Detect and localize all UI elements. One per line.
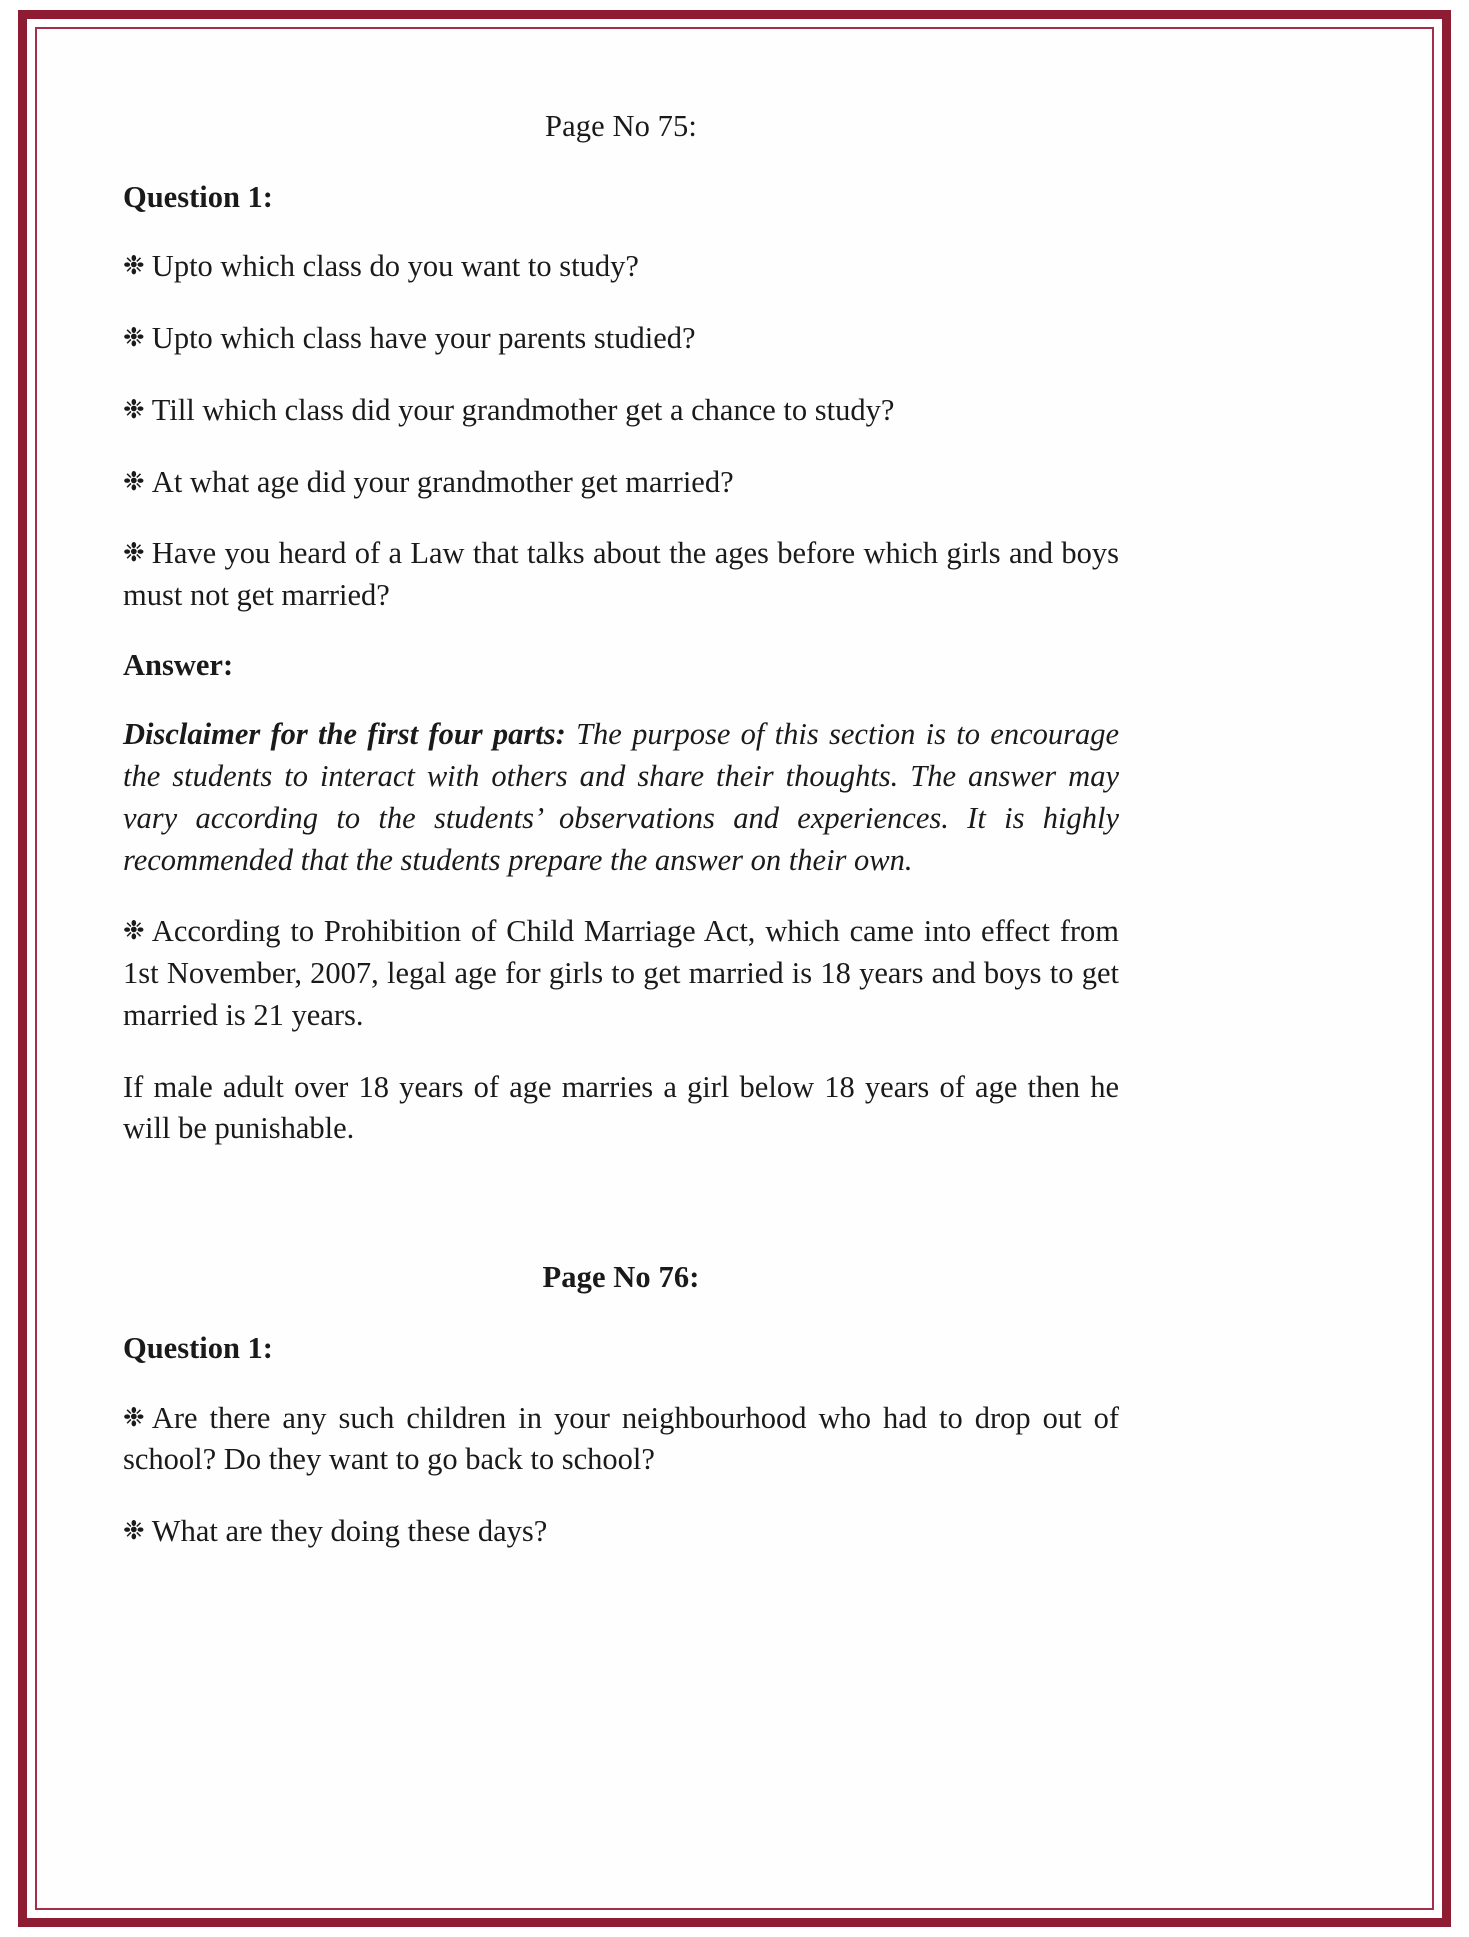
question-text: Upto which class do you want to study? (151, 249, 639, 284)
page-border-frame (18, 10, 1451, 1927)
section-page-76 (123, 1258, 1119, 1553)
section-page-75 (123, 107, 1119, 1150)
question-text: Are there any such children in your neighbourhood who had to drop out of school? Do they want to go back to school? (123, 1400, 1119, 1477)
snowflake-bullet-icon: ❉ (123, 1516, 145, 1547)
snowflake-bullet-icon: ❉ (123, 466, 145, 497)
snowflake-bullet-icon: ❉ (123, 323, 145, 354)
disclaimer-paragraph (123, 714, 1119, 881)
question-item (123, 246, 1119, 288)
question-item (123, 533, 1119, 617)
disclaimer-body: The purpose of this section is to encourage the students to interact with others and share their thoughts. The answer may vary according to the students’ observations and experiences. It is highly recommended that the students prepare the answer on their own. (123, 717, 1120, 877)
section-spacer (123, 1180, 1119, 1258)
document-content (123, 107, 1119, 1583)
question-text: What are they doing these days? (151, 1514, 548, 1549)
snowflake-bullet-icon: ❉ (123, 251, 145, 282)
question-label-76: Question 1: (123, 1331, 273, 1366)
question-text: At what age did your grandmother get married? (151, 464, 734, 499)
snowflake-bullet-icon: ❉ (123, 916, 145, 947)
question-text: Have you heard of a Law that talks about the ages before which girls and boys must not get married? (123, 536, 1119, 613)
snowflake-bullet-icon: ❉ (123, 1402, 145, 1433)
disclaimer-lead-in: Disclaimer for the first four parts: (123, 717, 566, 752)
answer-text: According to Prohibition of Child Marriage Act, which came into effect from 1st November, 2007, legal age for girls to get married is 18 years and boys to get married is 21 years. (123, 914, 1119, 1032)
answer-label-75: Answer: (123, 648, 234, 683)
answer-paragraph (123, 911, 1119, 1036)
question-label-75: Question 1: (123, 180, 273, 215)
answer-paragraph (123, 1067, 1119, 1151)
question-item (123, 462, 1119, 504)
question-text: Till which class did your grandmother get a chance to study? (151, 392, 895, 427)
question-item (123, 390, 1119, 432)
snowflake-bullet-icon: ❉ (123, 394, 145, 425)
page-heading-76: Page No 76: (542, 1260, 700, 1295)
question-text: Upto which class have your parents studied? (151, 321, 696, 356)
snowflake-bullet-icon: ❉ (123, 538, 145, 569)
page-heading-75: Page No 75: (545, 109, 697, 143)
question-item (123, 318, 1119, 360)
question-item (123, 1398, 1119, 1482)
answer-text: If male adult over 18 years of age marries a girl below 18 years of age then he will be punishable. (123, 1069, 1119, 1146)
question-item (123, 1511, 1119, 1553)
